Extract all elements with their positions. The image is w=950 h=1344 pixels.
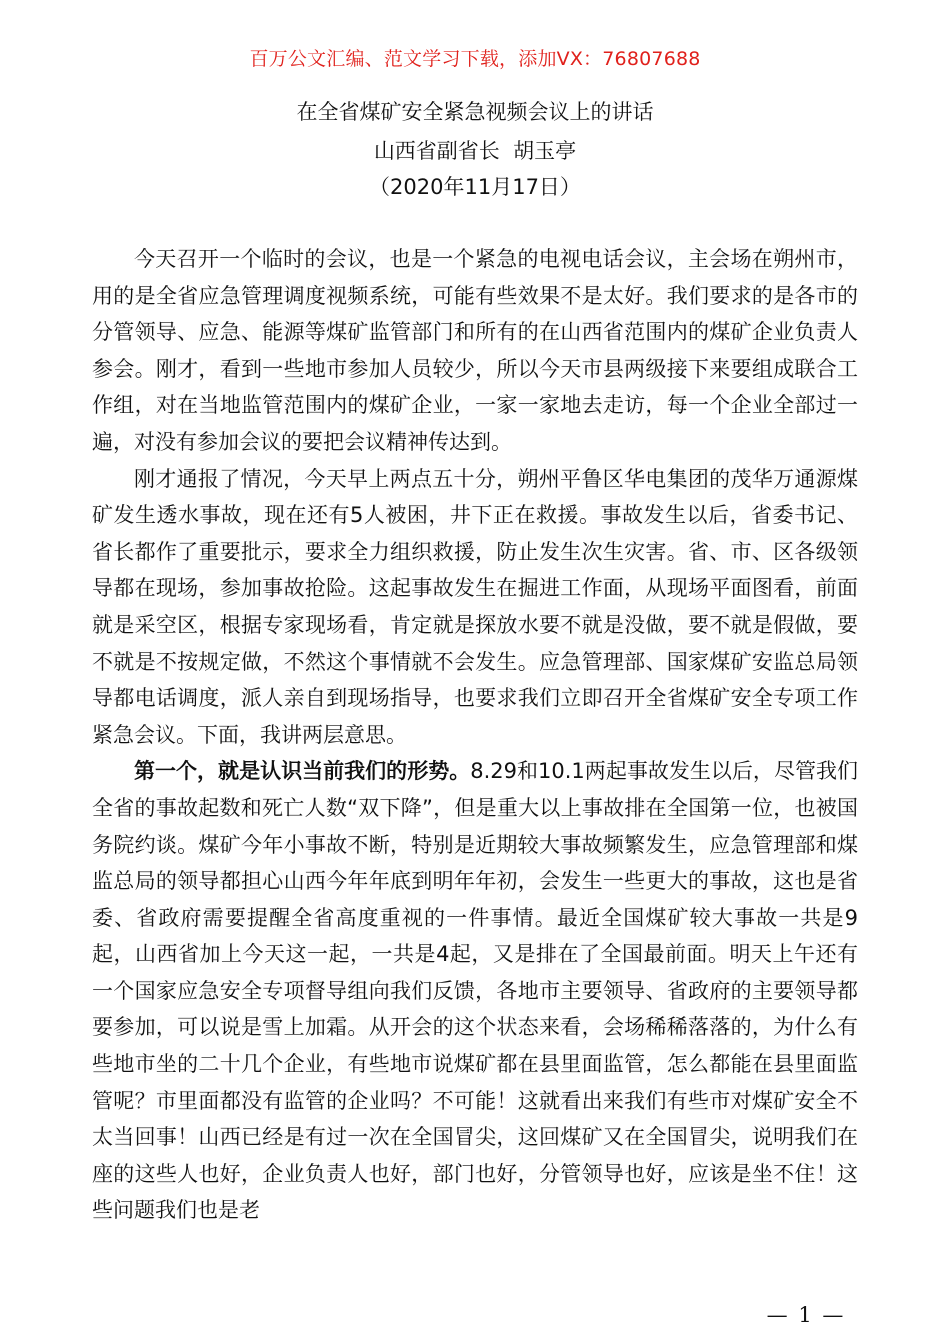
paragraph-text: 今天召开一个临时的会议，也是一个紧急的电视电话会议，主会场在朔州市，用的是全省应急管理调度视频系统，可能有些效果不是太好。我们要求的是各市的分管领导、应急、能源等煤矿监管部门和所有的在山西省范围内的煤矿企业负责人参会。刚才，看到一些地市参加人员较少，所以今天市县两级接下来要组成联合工作组，对在当地监管范围内的煤矿企业，一家一家地去走访，每一个企业全部过一遍，对没有参加会议的要把会议精神传达到。	[92, 247, 858, 454]
paragraph-text: 8.29和10.1两起事故发生以后，尽管我们全省的事故起数和死亡人数“双下降”，但是重大以上事故排在全国第一位，也被国务院约谈。煤矿今年小事故不断，特别是近期较大事故频繁发生，应急管理部和煤监总局的领导都担心山西今年年底到明年年初，会发生一些更大的事故，这也是省委、省政府需要提醒全省高度重视的一件事情。最近全国煤矿较大事故一共是9起，山西省加上今天这一起，一共是4起，又是排在了全国最前面。明天上午还有一个国家应急安全专项督导组向我们反馈，各地市主要领导、省政府的主要领导都要参加，可以说是雪上加霜。从开会的这个状态来看，会场稀稀落落的，为什么有些地市坐的二十几个企业，有些地市说煤矿都在县里面监管，怎么都能在县里面监管呢？市里面都没有监管的企业吗？不可能！这就看出来我们有些市对煤矿安全不太当回事！山西已经是有过一次在全国冒尖，这回煤矿又在全国冒尖，说明我们在座的这些人也好，企业负责人也好，部门也好，分管领导也好，应该是坐不住！这些问题我们也是老	[92, 759, 858, 1223]
page-number: — 1 —	[766, 1303, 846, 1327]
section-lead: 第一个，就是认识当前我们的形势。	[134, 759, 471, 784]
paragraph-text: 刚才通报了情况，今天早上两点五十分，朔州平鲁区华电集团的茂华万通源煤矿发生透水事故，现在还有5人被困，井下正在救援。事故发生以后，省委书记、省长都作了重要批示，要求全力组织救援，防止发生次生灾害。省、市、区各级领导都在现场，参加事故抢险。这起事故发生在掘进工作面，从现场平面图看，前面就是采空区，根据专家现场看，肯定就是探放水要不就是没做，要不就是假做，要不就是不按规定做，不然这个事情就不会发生。应急管理部、国家煤矿安监总局领导都电话调度，派人亲自到现场指导，也要求我们立即召开全省煤矿安全专项工作紧急会议。下面，我讲两层意思。	[92, 466, 858, 747]
speech-title: 在全省煤矿安全紧急视频会议上的讲话	[296, 100, 654, 124]
paragraph-2	[92, 461, 858, 754]
speech-date: （2020年11月17日）	[369, 175, 581, 199]
speaker-line: 山西省副省长 胡玉亭	[373, 139, 577, 163]
paragraph-1	[92, 241, 858, 461]
download-banner: 百万公文汇编、范文学习下载，添加VX：76807688	[249, 48, 701, 70]
paragraph-3	[92, 753, 858, 1229]
speech-body	[92, 241, 858, 1229]
